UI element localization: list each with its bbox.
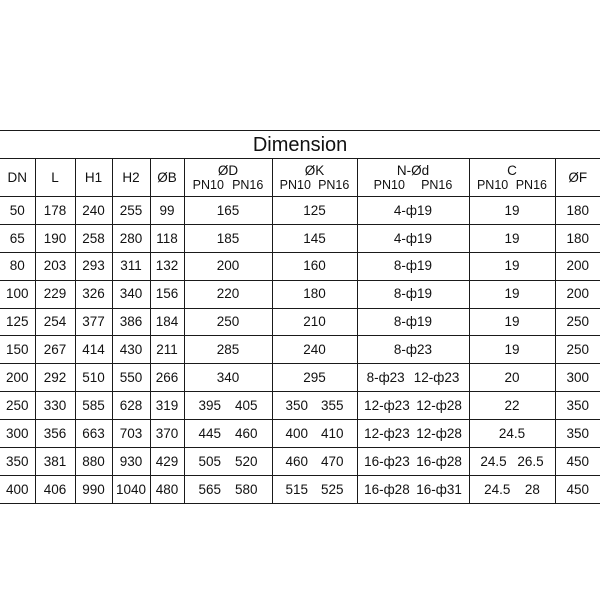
cell-dn: 80 [0,252,35,280]
cell-k-pair [273,483,357,497]
cell-b: 184 [150,308,184,336]
cell-b: 370 [150,420,184,448]
header-h1: H1 [75,159,112,197]
header-nd [357,159,469,197]
header-h2: H2 [112,159,150,197]
cell-dn: 200 [0,364,35,392]
cell-nd [357,252,469,280]
cell-nd-pair [358,399,469,413]
header-k-label: ØK [304,162,325,178]
cell-d-pn16: 580 [234,481,258,497]
cell-nd [357,197,469,225]
cell-c-value: 19 [504,286,520,302]
cell-d-pn10: 395 [198,397,221,413]
cell-c-pair [470,483,555,497]
cell-b: 118 [150,224,184,252]
cell-c [469,252,555,280]
cell-dn: 125 [0,308,35,336]
cell-f: 450 [555,475,600,503]
cell-h1: 258 [75,224,112,252]
cell-b: 266 [150,364,184,392]
cell-nd-pn16: 12-ф23 [413,370,460,386]
cell-h1: 510 [75,364,112,392]
cell-c-value: 19 [504,258,520,274]
cell-dn: 400 [0,475,35,503]
cell-d-value: 340 [216,370,240,386]
cell-l: 330 [35,392,75,420]
table-row [0,364,600,392]
cell-k-value: 125 [303,202,326,218]
cell-c-value: 19 [504,202,520,218]
cell-nd-value: 8-ф19 [393,258,433,274]
cell-h2: 340 [112,280,150,308]
cell-d-pn10: 565 [198,481,221,497]
cell-d [184,392,272,420]
cell-h2: 628 [112,392,150,420]
cell-k [272,448,357,476]
cell-c-value: 24.5 [498,425,526,441]
cell-d-pn16: 520 [234,453,258,469]
header-c-pn [470,179,555,192]
cell-h1: 585 [75,392,112,420]
cell-dn: 300 [0,420,35,448]
cell-f: 450 [555,448,600,476]
cell-nd-pn16: 16-ф31 [416,481,462,497]
cell-k-value: 210 [303,314,326,330]
cell-h1: 377 [75,308,112,336]
cell-nd [357,224,469,252]
pn16-label: PN16 [515,178,547,192]
cell-k-value: 160 [303,258,326,274]
cell-k-pn16: 470 [320,453,344,469]
cell-nd-pn10: 12-ф23 [364,425,410,441]
cell-k [272,475,357,503]
cell-h1: 293 [75,252,112,280]
cell-nd [357,448,469,476]
cell-k [272,308,357,336]
cell-c-pn16: 26.5 [517,453,544,469]
cell-d-pn16: 460 [234,425,258,441]
cell-nd-value: 8-ф19 [393,286,433,302]
cell-k-pn10: 460 [285,453,308,469]
cell-d-pn10: 505 [198,453,221,469]
cell-b: 156 [150,280,184,308]
header-c-label: C [507,162,517,178]
cell-f: 180 [555,197,600,225]
header-row [0,159,600,197]
table-row [0,308,600,336]
cell-f: 180 [555,224,600,252]
cell-k-pair [273,427,357,441]
cell-k-pn10: 515 [285,481,308,497]
cell-d [184,252,272,280]
cell-f: 300 [555,364,600,392]
cell-nd-pn16: 16-ф28 [416,453,462,469]
cell-d [184,308,272,336]
table-row [0,224,600,252]
cell-c [469,336,555,364]
cell-c [469,448,555,476]
cell-c [469,475,555,503]
table-body [0,197,600,504]
cell-dn: 65 [0,224,35,252]
cell-k [272,197,357,225]
cell-d-pair [185,399,272,413]
cell-l: 254 [35,308,75,336]
cell-k-value: 240 [303,342,326,358]
table-title: Dimension [0,131,600,159]
cell-c-pn10: 24.5 [484,481,511,497]
table-row [0,280,600,308]
cell-k [272,280,357,308]
cell-l: 356 [35,420,75,448]
cell-h1: 326 [75,280,112,308]
cell-k [272,224,357,252]
cell-l: 267 [35,336,75,364]
cell-nd-value: 4-ф19 [393,202,433,218]
header-b: ØB [150,159,184,197]
cell-c-value: 19 [504,342,520,358]
cell-c [469,364,555,392]
pn10-label: PN10 [476,178,509,192]
cell-k [272,364,357,392]
pn10-label: PN10 [279,178,311,192]
cell-dn: 350 [0,448,35,476]
header-nd-pn [358,179,469,192]
cell-dn: 150 [0,336,35,364]
cell-d-value: 220 [216,286,240,302]
cell-nd-pn10: 16-ф28 [364,481,410,497]
cell-nd [357,475,469,503]
cell-dn: 100 [0,280,35,308]
cell-l: 190 [35,224,75,252]
cell-c-value: 19 [504,314,520,330]
pn16-label: PN16 [318,178,350,192]
header-dn: DN [0,159,35,197]
cell-nd-pair [358,455,469,469]
cell-f: 350 [555,392,600,420]
cell-l: 203 [35,252,75,280]
cell-b: 132 [150,252,184,280]
pn10-label: PN10 [373,178,405,192]
cell-h2: 930 [112,448,150,476]
cell-k [272,392,357,420]
cell-d-pair [185,427,272,441]
cell-nd-pn16: 12-ф28 [416,397,462,413]
header-c [469,159,555,197]
cell-b: 211 [150,336,184,364]
cell-l: 406 [35,475,75,503]
cell-d-value: 165 [216,202,240,218]
cell-d-value: 200 [216,258,240,274]
pn16-label: PN16 [421,178,453,192]
cell-nd-value: 8-ф19 [393,314,433,330]
cell-nd [357,364,469,392]
cell-h2: 255 [112,197,150,225]
cell-f: 250 [555,336,600,364]
cell-k [272,336,357,364]
dimension-table [0,130,600,504]
cell-h2: 280 [112,224,150,252]
cell-nd [357,308,469,336]
cell-dn: 50 [0,197,35,225]
cell-nd-value: 8-ф23 [393,342,433,358]
cell-k-value: 180 [303,286,326,302]
cell-nd [357,420,469,448]
header-k [272,159,357,197]
cell-nd-pn10: 16-ф23 [364,453,410,469]
cell-l: 292 [35,364,75,392]
cell-k [272,252,357,280]
cell-d [184,448,272,476]
cell-h1: 240 [75,197,112,225]
cell-nd [357,392,469,420]
cell-h2: 703 [112,420,150,448]
cell-nd-pn10: 12-ф23 [364,397,410,413]
cell-k-pn16: 525 [320,481,344,497]
cell-nd-pair [358,483,469,497]
header-nd-label: N-Ød [396,162,430,178]
header-d-label: ØD [217,162,239,178]
cell-nd [357,280,469,308]
cell-k-pn16: 410 [320,425,344,441]
cell-b: 480 [150,475,184,503]
cell-nd-pn16: 12-ф28 [416,425,462,441]
cell-k-value: 145 [303,230,326,246]
cell-d [184,197,272,225]
cell-h2: 386 [112,308,150,336]
cell-b: 319 [150,392,184,420]
cell-b: 99 [150,197,184,225]
cell-k-pair [273,399,357,413]
cell-k-pn16: 355 [320,397,344,413]
cell-h1: 663 [75,420,112,448]
cell-h1: 990 [75,475,112,503]
table-row [0,336,600,364]
cell-h1: 880 [75,448,112,476]
cell-nd-pair [358,371,469,385]
cell-c-value: 19 [504,230,520,246]
cell-c-pn10: 24.5 [480,453,507,469]
title-row [0,131,600,159]
cell-d-pn10: 445 [198,425,221,441]
header-l: L [35,159,75,197]
cell-c-pn16: 28 [524,481,540,497]
cell-d [184,280,272,308]
cell-d [184,475,272,503]
pn16-label: PN16 [232,178,264,192]
cell-d [184,364,272,392]
cell-k [272,420,357,448]
cell-k-pn10: 400 [285,425,308,441]
cell-f: 200 [555,280,600,308]
cell-k-value: 295 [303,370,326,386]
cell-d-pn16: 405 [234,397,258,413]
table-row [0,448,600,476]
cell-c-pair [470,455,555,469]
cell-f: 350 [555,420,600,448]
cell-h1: 414 [75,336,112,364]
table-row [0,420,600,448]
header-d-pn [185,179,272,192]
cell-nd-pair [358,427,469,441]
cell-b: 429 [150,448,184,476]
table-row [0,197,600,225]
cell-nd [357,336,469,364]
cell-l: 381 [35,448,75,476]
cell-d-pair [185,483,272,497]
table-row [0,475,600,503]
cell-h2: 1040 [112,475,150,503]
cell-d [184,420,272,448]
cell-dn: 250 [0,392,35,420]
cell-f: 250 [555,308,600,336]
cell-h2: 550 [112,364,150,392]
table-row [0,392,600,420]
cell-c-value: 20 [504,370,520,386]
cell-c [469,308,555,336]
cell-c [469,392,555,420]
table-row [0,252,600,280]
header-k-pn [273,179,357,192]
pn10-label: PN10 [192,178,224,192]
cell-k-pn10: 350 [285,397,308,413]
cell-h2: 311 [112,252,150,280]
cell-c [469,224,555,252]
cell-c [469,420,555,448]
cell-d-value: 250 [216,314,240,330]
cell-h2: 430 [112,336,150,364]
cell-nd-pn10: 8-ф23 [366,370,405,386]
cell-l: 229 [35,280,75,308]
cell-d [184,336,272,364]
cell-f: 200 [555,252,600,280]
cell-d-pair [185,455,272,469]
cell-k-pair [273,455,357,469]
cell-l: 178 [35,197,75,225]
cell-d [184,224,272,252]
cell-d-value: 185 [216,230,240,246]
cell-c [469,280,555,308]
cell-nd-value: 4-ф19 [393,230,433,246]
cell-d-value: 285 [216,342,240,358]
cell-c-value: 22 [504,397,520,413]
cell-c [469,197,555,225]
header-d [184,159,272,197]
header-f: ØF [555,159,600,197]
